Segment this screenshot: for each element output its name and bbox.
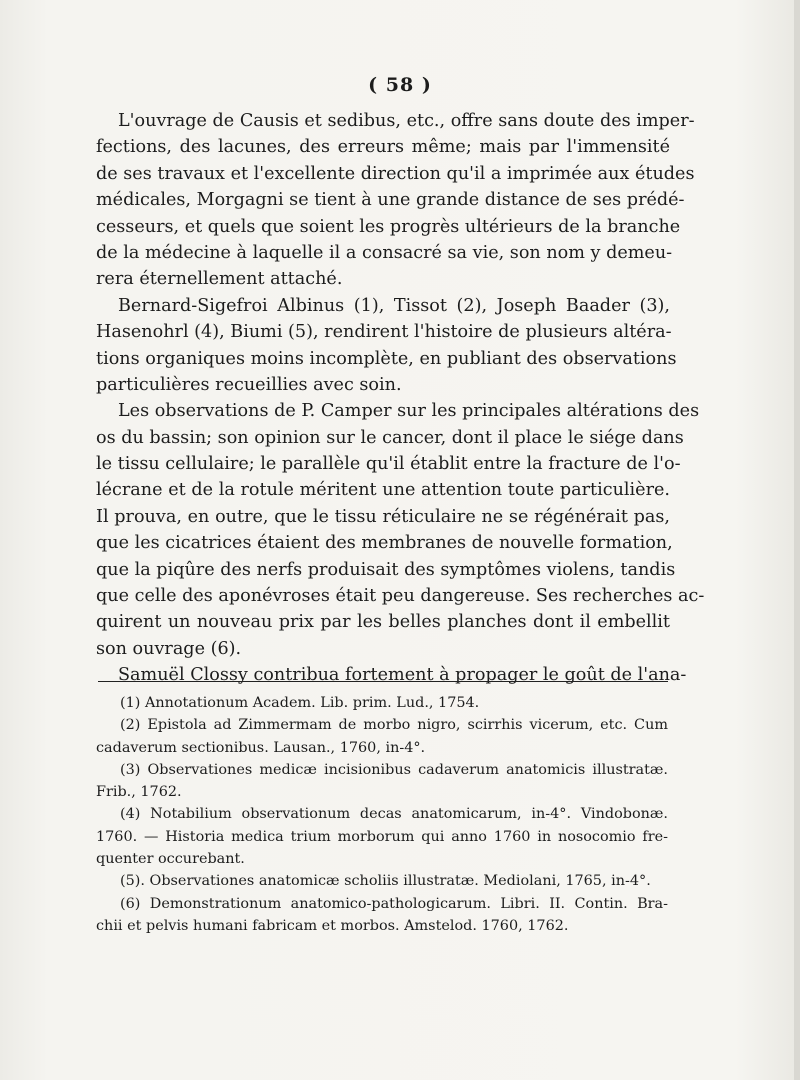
text-line: cesseurs, et quels que soient les progrès ultérieurs de la branche	[96, 216, 681, 237]
footnote-line: (2) Epistola ad Zimmermam de morbo nigro, scirrhis vicerum, etc. Cum	[120, 717, 668, 734]
footnote	[96, 870, 668, 892]
footnote	[96, 893, 668, 938]
paragraph	[96, 108, 695, 293]
footnote	[96, 714, 668, 759]
paragraph	[96, 293, 677, 399]
footnote-line: (5). Observationes anatomicæ scholiis illustratæ. Mediolani, 1765, in-4°.	[120, 873, 651, 890]
text-line: fections, des lacunes, des erreurs même; mais par l'immensité	[96, 137, 670, 158]
footnote-line: Frib., 1762.	[96, 784, 182, 801]
text-line: os du bassin; son opinion sur le cancer, dont il place le siége dans	[96, 427, 684, 448]
footnotes	[96, 692, 668, 937]
footnote-line: (1) Annotationum Academ. Lib. prim. Lud., 1754.	[120, 695, 480, 711]
footnote-line: cadaverum sectionibus. Lausan., 1760, in-4°.	[96, 739, 426, 756]
paragraph	[96, 662, 687, 688]
text-line: médicales, Morgagni se tient à une grande distance de ses prédé-	[96, 190, 685, 211]
footnote	[96, 692, 668, 714]
text-line: tions organiques moins incomplète, en publiant des observations	[96, 348, 677, 369]
text-line: que la piqûre des nerfs produisait des symptômes violens, tandis	[96, 559, 676, 580]
text-line: que les cicatrices étaient des membranes de nouvelle formation,	[96, 533, 673, 554]
body-text	[96, 108, 705, 689]
text-line: Samuël Clossy contribua fortement à propager le goût de l'ana-	[118, 665, 687, 686]
text-line: de ses travaux et l'excellente direction qu'il a imprimée aux études	[96, 163, 695, 184]
footnote-line: (6) Demonstrationum anatomico-pathologicarum. Libri. II. Contin. Bra-	[120, 895, 668, 912]
text-line: L'ouvrage de Causis et sedibus, etc., offre sans doute des imper-	[118, 111, 695, 131]
text-line: lécrane et de la rotule méritent une attention toute particulière.	[96, 480, 670, 501]
footnote-line: (4) Notabilium observationum decas anatomicarum, in-4°. Vindobonæ.	[120, 806, 668, 823]
text-line: que celle des aponévroses était peu dangereuse. Ses recherches ac-	[96, 586, 705, 607]
page-edge	[794, 0, 800, 1080]
text-line: rera éternellement attaché.	[96, 269, 343, 290]
text-line: Il prouva, en outre, que le tissu réticulaire ne se régénérait pas,	[96, 506, 670, 527]
footnote-line: quenter occurebant.	[96, 851, 245, 868]
footnote	[96, 803, 668, 870]
footnote-line: 1760. — Historia medica trium morborum qui anno 1760 in nosocomio fre-	[96, 828, 668, 845]
text-line: son ouvrage (6).	[96, 638, 242, 659]
footnote-divider	[98, 681, 668, 682]
page-number: ( 58 )	[368, 74, 432, 96]
footnote-line: (3) Observationes medicæ incisionibus cadaverum anatomicis illustratæ.	[120, 761, 668, 778]
text-line: particulières recueillies avec soin.	[96, 374, 402, 395]
paragraph	[96, 398, 705, 662]
text-line: Bernard-Sigefroi Albinus (1), Tissot (2), Joseph Baader (3),	[118, 295, 670, 316]
text-line: Les observations de P. Camper sur les principales altérations des	[118, 401, 700, 422]
text-line: Hasenohrl (4), Biumi (5), rendirent l'histoire de plusieurs altéra-	[96, 322, 672, 343]
footnote	[96, 759, 668, 804]
text-line: de la médecine à laquelle il a consacré sa vie, son nom y demeu-	[96, 242, 673, 263]
footnote-line: chii et pelvis humani fabricam et morbos. Amstelod. 1760, 1762.	[96, 917, 569, 934]
text-line: le tissu cellulaire; le parallèle qu'il établit entre la fracture de l'o-	[96, 454, 681, 475]
text-line: quirent un nouveau prix par les belles planches dont il embellit	[96, 612, 670, 633]
